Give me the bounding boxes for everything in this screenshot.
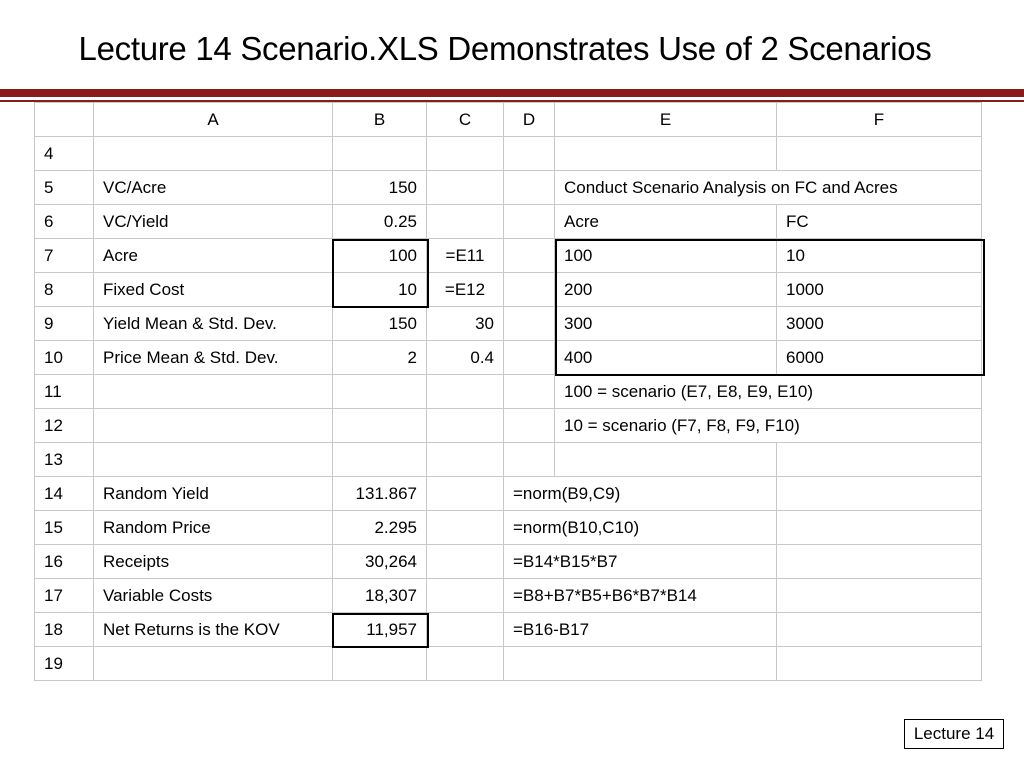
table-row: [35, 579, 982, 613]
cell-b19: [333, 647, 427, 681]
row-number: 6: [35, 205, 94, 239]
cell-d16: =B14*B15*B7: [504, 545, 777, 579]
table-row: [35, 273, 982, 307]
table-row: [35, 647, 982, 681]
row-number: 9: [35, 307, 94, 341]
cell-f19: [777, 647, 982, 681]
cell-d11: [504, 375, 555, 409]
column-header-a: A: [94, 103, 333, 137]
cell-f4: [777, 137, 982, 171]
row-number: 12: [35, 409, 94, 443]
cell-e12: 10 = scenario (F7, F8, F9, F10): [555, 409, 982, 443]
cell-d5: [504, 171, 555, 205]
table-row: [35, 443, 982, 477]
cell-a17: Variable Costs: [94, 579, 333, 613]
cell-f16: [777, 545, 982, 579]
row-number: 10: [35, 341, 94, 375]
title-divider-thick: [0, 89, 1024, 97]
row-number: 19: [35, 647, 94, 681]
cell-c17: [427, 579, 504, 613]
cell-c9: 30: [427, 307, 504, 341]
row-number: 11: [35, 375, 94, 409]
cell-c12: [427, 409, 504, 443]
cell-c7: =E11: [427, 239, 504, 273]
table-row: [35, 613, 982, 647]
cell-d9: [504, 307, 555, 341]
cell-e7: 100: [555, 239, 777, 273]
cell-b18: 11,957: [333, 613, 427, 647]
table-row: [35, 375, 982, 409]
cell-d6: [504, 205, 555, 239]
table-row: [35, 171, 982, 205]
cell-a13: [94, 443, 333, 477]
cell-b16: 30,264: [333, 545, 427, 579]
cell-c8: =E12: [427, 273, 504, 307]
cell-b15: 2.295: [333, 511, 427, 545]
cell-b13: [333, 443, 427, 477]
cell-a8: Fixed Cost: [94, 273, 333, 307]
cell-d4: [504, 137, 555, 171]
cell-d13: [504, 443, 555, 477]
column-header-c: C: [427, 103, 504, 137]
cell-b14: 131.867: [333, 477, 427, 511]
cell-c6: [427, 205, 504, 239]
cell-a7: Acre: [94, 239, 333, 273]
row-number: 16: [35, 545, 94, 579]
cell-b12: [333, 409, 427, 443]
cell-d15: =norm(B10,C10): [504, 511, 777, 545]
cell-e10: 400: [555, 341, 777, 375]
cell-f18: [777, 613, 982, 647]
cell-c16: [427, 545, 504, 579]
cell-d17: =B8+B7*B5+B6*B7*B14: [504, 579, 777, 613]
column-header-d: D: [504, 103, 555, 137]
cell-e5: Conduct Scenario Analysis on FC and Acres: [555, 171, 982, 205]
cell-a14: Random Yield: [94, 477, 333, 511]
cell-a5: VC/Acre: [94, 171, 333, 205]
cell-b4: [333, 137, 427, 171]
cell-b17: 18,307: [333, 579, 427, 613]
corner-cell: [35, 103, 94, 137]
table-row: [35, 545, 982, 579]
table-row: [35, 341, 982, 375]
cell-a19: [94, 647, 333, 681]
cell-d12: [504, 409, 555, 443]
cell-d7: [504, 239, 555, 273]
cell-b9: 150: [333, 307, 427, 341]
row-number: 18: [35, 613, 94, 647]
cell-b8: 10: [333, 273, 427, 307]
column-header-e: E: [555, 103, 777, 137]
cell-b6: 0.25: [333, 205, 427, 239]
cell-e4: [555, 137, 777, 171]
cell-a18: Net Returns is the KOV: [94, 613, 333, 647]
cell-c19: [427, 647, 504, 681]
table-row: [35, 205, 982, 239]
cell-b7: 100: [333, 239, 427, 273]
cell-e9: 300: [555, 307, 777, 341]
cell-c5: [427, 171, 504, 205]
table-row: [35, 307, 982, 341]
cell-a9: Yield Mean & Std. Dev.: [94, 307, 333, 341]
column-header-row: [35, 103, 982, 137]
cell-f8: 1000: [777, 273, 982, 307]
cell-c13: [427, 443, 504, 477]
row-number: 14: [35, 477, 94, 511]
cell-f10: 6000: [777, 341, 982, 375]
cell-c10: 0.4: [427, 341, 504, 375]
cell-d14: =norm(B9,C9): [504, 477, 777, 511]
cell-e13: [555, 443, 777, 477]
table-row: [35, 409, 982, 443]
cell-e6: Acre: [555, 205, 777, 239]
cell-c11: [427, 375, 504, 409]
slide-title: Lecture 14 Scenario.XLS Demonstrates Use of 2 Scenarios: [78, 30, 932, 67]
row-number: 15: [35, 511, 94, 545]
cell-a11: [94, 375, 333, 409]
cell-d10: [504, 341, 555, 375]
cell-a15: Random Price: [94, 511, 333, 545]
row-number: 17: [35, 579, 94, 613]
cell-f6: FC: [777, 205, 982, 239]
cell-a10: Price Mean & Std. Dev.: [94, 341, 333, 375]
cell-c18: [427, 613, 504, 647]
column-header-b: B: [333, 103, 427, 137]
cell-a16: Receipts: [94, 545, 333, 579]
row-number: 13: [35, 443, 94, 477]
cell-a6: VC/Yield: [94, 205, 333, 239]
cell-f17: [777, 579, 982, 613]
spreadsheet-table: [34, 102, 982, 681]
cell-b10: 2: [333, 341, 427, 375]
cell-a4: [94, 137, 333, 171]
cell-f14: [777, 477, 982, 511]
table-row: [35, 137, 982, 171]
table-row: [35, 511, 982, 545]
row-number: 4: [35, 137, 94, 171]
column-header-f: F: [777, 103, 982, 137]
cell-d8: [504, 273, 555, 307]
cell-f15: [777, 511, 982, 545]
cell-b5: 150: [333, 171, 427, 205]
cell-d18: =B16-B17: [504, 613, 777, 647]
row-number: 7: [35, 239, 94, 273]
row-number: 5: [35, 171, 94, 205]
cell-b11: [333, 375, 427, 409]
cell-f7: 10: [777, 239, 982, 273]
table-row: [35, 239, 982, 273]
cell-e8: 200: [555, 273, 777, 307]
cell-c4: [427, 137, 504, 171]
cell-c14: [427, 477, 504, 511]
cell-a12: [94, 409, 333, 443]
cell-c15: [427, 511, 504, 545]
cell-d19: [504, 647, 777, 681]
cell-f13: [777, 443, 982, 477]
cell-f9: 3000: [777, 307, 982, 341]
row-number: 8: [35, 273, 94, 307]
footer-label: Lecture 14: [904, 719, 1004, 749]
table-row: [35, 477, 982, 511]
cell-e11: 100 = scenario (E7, E8, E9, E10): [555, 375, 982, 409]
